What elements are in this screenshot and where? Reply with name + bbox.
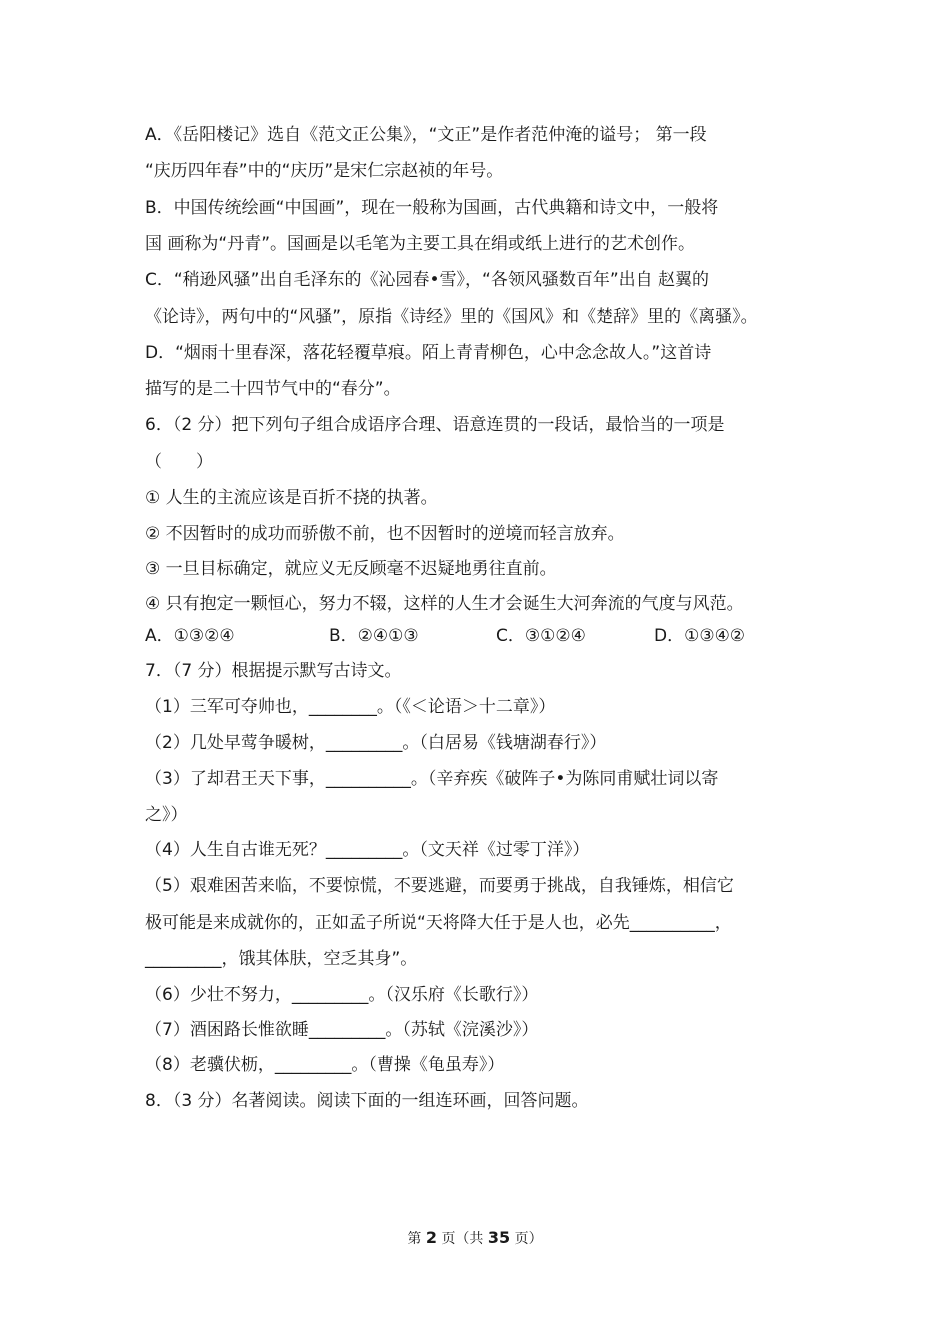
option-6a: A．①③②④	[145, 626, 235, 646]
option-6d: D．①③④②	[654, 626, 746, 646]
q7-item-5-line-2: 极可能是来成就你的，正如孟子所说“天将降大任于是人也，必先__________，	[145, 913, 732, 933]
option-5b-line-2: 国 画称为“丹青”。国画是以毛笔为主要工具在绢或纸上进行的艺术创作。	[145, 234, 696, 254]
option-5d-line-2: 描写的是二十四节气中的“春分”。	[145, 379, 401, 399]
page-footer	[0, 1228, 950, 1248]
option-6b: B．②④①③	[329, 626, 419, 646]
q7-item-2: （2）几处早莺争暖树，_________。（白居易《钱塘湖春行》）	[145, 733, 607, 753]
q7-item-1: （1）三军可夺帅也，________。（《＜论语＞十二章》）	[145, 697, 556, 717]
option-5d-line-1: D．“烟雨十里春深，落花轻覆草痕。陌上青青柳色，心中念念故人。”这首诗	[145, 343, 712, 363]
footer-middle: 页（共	[441, 1231, 484, 1247]
q7-item-6: （6）少壮不努力，_________。（汉乐府《长歌行》）	[145, 985, 539, 1005]
sentence-1: ① 人生的主流应该是百折不挠的执著。	[145, 488, 438, 508]
footer-page-number: 2	[425, 1228, 437, 1247]
option-5c-line-1: C．“稍逊风骚”出自毛泽东的《沁园春•雪》，“各领风骚数百年”出自 赵翼的	[145, 270, 710, 290]
footer-suffix: 页）	[514, 1231, 543, 1247]
sentence-4: ④ 只有抱定一颗恒心，努力不辍，这样的人生才会诞生大河奔流的气度与风范。	[145, 594, 744, 614]
q7-item-3-line-1: （3）了却君王天下事，__________。（辛弃疾《破阵子•为陈同甫赋壮词以寄	[145, 769, 719, 789]
question-6-bracket: （ ）	[145, 452, 213, 472]
sentence-3: ③ 一旦目标确定，就应义无反顾毫不迟疑地勇往直前。	[145, 559, 557, 579]
option-6c: C．③①②④	[496, 626, 586, 646]
footer-total-pages: 35	[487, 1228, 511, 1247]
q7-item-3-line-2: 之》）	[145, 805, 188, 825]
q7-item-4: （4）人生自古谁无死？_________。（文天祥《过零丁洋》）	[145, 840, 590, 860]
option-5a-line-2: “庆历四年春”中的“庆历”是宋仁宗赵祯的年号。	[145, 161, 504, 181]
q7-item-5-line-1: （5）艰难困苦来临，不要惊慌，不要逃避，而要勇于挑战，自我锤炼，相信它	[145, 876, 734, 896]
question-6-options	[145, 624, 825, 648]
q7-item-5-line-3: _________，饿其体肤，空乏其身”。	[145, 949, 418, 969]
q7-item-7: （7）酒困路长惟欲睡_________。（苏轼《浣溪沙》）	[145, 1020, 539, 1040]
option-5b-line-1: B．中国传统绘画“中国画”，现在一般称为国画，古代典籍和诗文中，一般将	[145, 198, 719, 218]
q7-item-8: （8）老骥伏枥，_________。（曹操《龟虽寿》）	[145, 1055, 505, 1075]
footer-prefix: 第	[407, 1231, 422, 1247]
option-5a-line-1: A．《岳阳楼记》选自《范文正公集》，“文正”是作者范仲淹的谥号； 第一段	[145, 125, 707, 145]
sentence-2: ② 不因暂时的成功而骄傲不前，也不因暂时的逆境而轻言放弃。	[145, 524, 625, 544]
question-8-stem: 8．（3 分）名著阅读。阅读下面的一组连环画，回答问题。	[145, 1091, 589, 1111]
question-6-stem: 6．（2 分）把下列句子组合成语序合理、语意连贯的一段话，最恰当的一项是	[145, 415, 725, 435]
option-5c-line-2: 《论诗》，两句中的“风骚”，原指《诗经》里的《国风》和《楚辞》里的《离骚》。	[145, 307, 758, 327]
question-7-stem: 7．（7 分）根据提示默写古诗文。	[145, 661, 402, 681]
